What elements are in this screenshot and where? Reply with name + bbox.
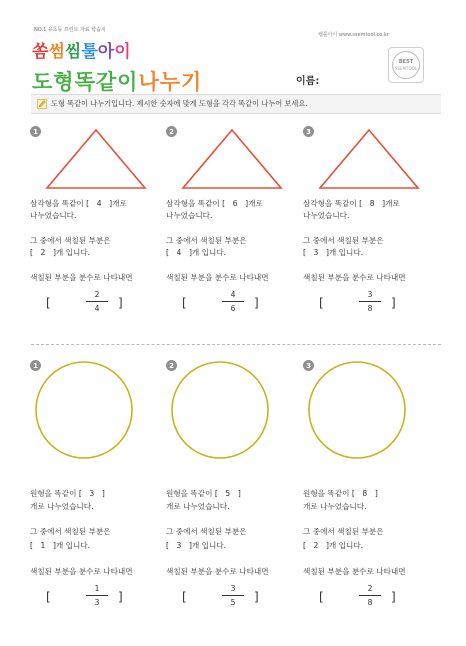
title-part2: 나누기 xyxy=(138,70,203,94)
problem-number: 2 xyxy=(166,126,177,137)
fraction-prompt: 색칠된 부분을 분수로 나타내면 xyxy=(303,273,406,282)
numerator: 3 xyxy=(230,584,236,593)
bracket-right: ] xyxy=(118,590,123,604)
division-line xyxy=(303,198,400,209)
fraction-answer xyxy=(182,288,282,318)
brand-logo xyxy=(32,38,131,62)
fraction-answer xyxy=(319,288,419,318)
shaded-suffix: ]개 입니다. xyxy=(188,541,227,550)
fraction-prompt: 색칠된 부분을 분수로 나타내면 xyxy=(166,273,269,282)
section-divider xyxy=(31,344,441,345)
division-count: 3 xyxy=(89,489,95,498)
shaded-suffix: ]개 입니다. xyxy=(325,248,364,257)
badge-subtext: SSEMTOOL xyxy=(394,66,418,71)
problem-number: 3 xyxy=(303,126,314,137)
fraction-prompt: 색칠된 부분을 분수로 나타내면 xyxy=(30,567,133,576)
division-count: 5 xyxy=(225,489,231,498)
shaded-bracket-open: [ xyxy=(166,248,169,257)
shaded-count: 3 xyxy=(176,541,182,550)
division-prefix: 삼각형을 똑같이 [ xyxy=(166,199,226,208)
triangle-shape xyxy=(317,128,421,192)
instruction-bar xyxy=(31,94,441,114)
shaded-count-line xyxy=(166,540,226,551)
division-prefix: 원형을 똑같이 [ xyxy=(303,489,355,498)
numerator: 3 xyxy=(367,290,373,299)
circle-shape xyxy=(305,360,409,464)
bracket-left: [ xyxy=(182,590,187,604)
brand-char: 아 xyxy=(97,42,115,62)
division-suffix: ] xyxy=(101,489,105,498)
shaded-count-line xyxy=(166,247,226,258)
division-line-2: 개로 나누었습니다. xyxy=(166,502,230,511)
fraction xyxy=(222,290,244,313)
division-line-2: 나누었습니다. xyxy=(303,211,350,220)
division-count: 6 xyxy=(232,199,238,208)
division-prefix: 삼각형을 똑같이 [ xyxy=(30,199,90,208)
fraction-bar xyxy=(222,301,244,302)
shaded-bracket-open: [ xyxy=(303,248,306,257)
circle-shape xyxy=(168,360,272,464)
badge-emblem xyxy=(392,51,420,79)
division-count: 8 xyxy=(369,199,375,208)
division-line xyxy=(30,488,105,499)
division-line-2: 개로 나누었습니다. xyxy=(303,502,367,511)
numerator: 2 xyxy=(367,584,373,593)
shaded-suffix: ]개 입니다. xyxy=(52,248,91,257)
division-count: 4 xyxy=(96,199,102,208)
name-label: 이름: xyxy=(296,76,320,87)
shaded-line: 그 중에서 색칠된 부분은 xyxy=(303,236,384,245)
division-line xyxy=(166,198,263,209)
brand-char: 이 xyxy=(114,42,131,62)
fraction-answer xyxy=(46,288,146,318)
denominator: 5 xyxy=(230,598,236,607)
division-line-2: 나누었습니다. xyxy=(166,211,213,220)
division-prefix: 원형을 똑같이 [ xyxy=(166,489,218,498)
division-suffix: ] xyxy=(374,489,378,498)
shaded-line: 그 중에서 색칠된 부분은 xyxy=(166,527,247,536)
fraction-bar xyxy=(86,301,108,302)
division-prefix: 원형을 똑같이 [ xyxy=(30,489,82,498)
fraction-bar xyxy=(359,595,381,596)
triangle-outline xyxy=(47,130,145,188)
division-suffix: ]개로 xyxy=(245,199,263,208)
shaded-count: 1 xyxy=(40,541,46,550)
shaded-count-line xyxy=(30,540,90,551)
brand-char: 툴 xyxy=(81,42,98,62)
triangle-shape xyxy=(180,128,284,192)
fraction xyxy=(359,584,381,607)
bracket-right: ] xyxy=(391,296,396,310)
tagline: NO.1 유초등 프린트 자료 학습지 xyxy=(34,27,106,33)
problem-number: 1 xyxy=(30,126,41,137)
fraction-prompt: 색칠된 부분을 분수로 나타내면 xyxy=(303,567,406,576)
fraction xyxy=(86,584,108,607)
division-count: 8 xyxy=(362,489,368,498)
shaded-count: 4 xyxy=(176,248,182,257)
brand-char: 썸 xyxy=(48,42,65,62)
worksheet-title xyxy=(32,66,202,96)
site-url: 쌤툴아이 www.ssemtool.co.kr xyxy=(318,32,389,38)
division-suffix: ]개로 xyxy=(382,199,400,208)
fraction-answer xyxy=(319,582,419,612)
shaded-count: 3 xyxy=(313,248,319,257)
pencil-icon xyxy=(37,99,47,109)
bracket-left: [ xyxy=(182,296,187,310)
division-suffix: ] xyxy=(237,489,241,498)
shaded-count-line xyxy=(30,247,90,258)
fraction xyxy=(359,290,381,313)
badge-text: BEST xyxy=(398,59,414,65)
numerator: 4 xyxy=(230,290,236,299)
shaded-line: 그 중에서 색칠된 부분은 xyxy=(30,527,111,536)
denominator: 4 xyxy=(94,304,100,313)
bracket-left: [ xyxy=(46,296,51,310)
circle-outline xyxy=(36,362,132,458)
problem-number: 2 xyxy=(166,360,177,371)
shaded-bracket-open: [ xyxy=(30,248,33,257)
fraction-bar xyxy=(359,301,381,302)
bracket-right: ] xyxy=(391,590,396,604)
denominator: 8 xyxy=(367,304,373,313)
fraction-bar xyxy=(222,595,244,596)
shaded-count: 2 xyxy=(313,541,319,550)
bracket-right: ] xyxy=(254,590,259,604)
shaded-line: 그 중에서 색칠된 부분은 xyxy=(303,527,384,536)
fraction-answer xyxy=(46,582,146,612)
shaded-count-line xyxy=(303,540,363,551)
title-part1: 도형똑같이 xyxy=(32,70,139,94)
numerator: 1 xyxy=(94,584,100,593)
numerator: 2 xyxy=(94,290,100,299)
shaded-bracket-open: [ xyxy=(166,541,169,550)
bracket-left: [ xyxy=(319,296,324,310)
bracket-right: ] xyxy=(118,296,123,310)
bracket-left: [ xyxy=(46,590,51,604)
division-line-2: 개로 나누었습니다. xyxy=(30,502,94,511)
fraction-answer xyxy=(182,582,282,612)
triangle-shape xyxy=(44,128,148,192)
bracket-right: ] xyxy=(254,296,259,310)
fraction-bar xyxy=(86,595,108,596)
shaded-suffix: ]개 입니다. xyxy=(188,248,227,257)
denominator: 3 xyxy=(94,598,100,607)
shaded-suffix: ]개 입니다. xyxy=(52,541,91,550)
problem-number: 1 xyxy=(30,360,41,371)
fraction xyxy=(222,584,244,607)
division-line xyxy=(303,488,378,499)
triangle-outline xyxy=(320,130,418,188)
shaded-line: 그 중에서 색칠된 부분은 xyxy=(30,236,111,245)
shaded-count: 2 xyxy=(40,248,46,257)
brand-char: 쏨 xyxy=(32,42,49,62)
fraction-prompt: 색칠된 부분을 분수로 나타내면 xyxy=(166,567,269,576)
division-line-2: 나누었습니다. xyxy=(30,211,77,220)
shaded-bracket-open: [ xyxy=(30,541,33,550)
circle-outline xyxy=(172,362,268,458)
division-line xyxy=(30,198,127,209)
shaded-line: 그 중에서 색칠된 부분은 xyxy=(166,236,247,245)
denominator: 6 xyxy=(230,304,236,313)
division-prefix: 삼각형을 똑같이 [ xyxy=(303,199,363,208)
best-badge xyxy=(388,47,424,83)
fraction-prompt: 색칠된 부분을 분수로 나타내면 xyxy=(30,273,133,282)
denominator: 8 xyxy=(367,598,373,607)
shaded-bracket-open: [ xyxy=(303,541,306,550)
bracket-left: [ xyxy=(319,590,324,604)
instruction-text: 도형 똑같이 나누기입니다. 제시한 숫자에 맞게 도형을 각각 똑같이 나누어 보세요. xyxy=(51,99,308,108)
triangle-outline xyxy=(183,130,281,188)
shaded-count-line xyxy=(303,247,363,258)
circle-outline xyxy=(309,362,405,458)
fraction xyxy=(86,290,108,313)
shaded-suffix: ]개 입니다. xyxy=(325,541,364,550)
problem-number: 3 xyxy=(303,360,314,371)
division-suffix: ]개로 xyxy=(109,199,127,208)
circle-shape xyxy=(32,360,136,464)
brand-char: 씸 xyxy=(64,42,82,62)
division-line xyxy=(166,488,241,499)
